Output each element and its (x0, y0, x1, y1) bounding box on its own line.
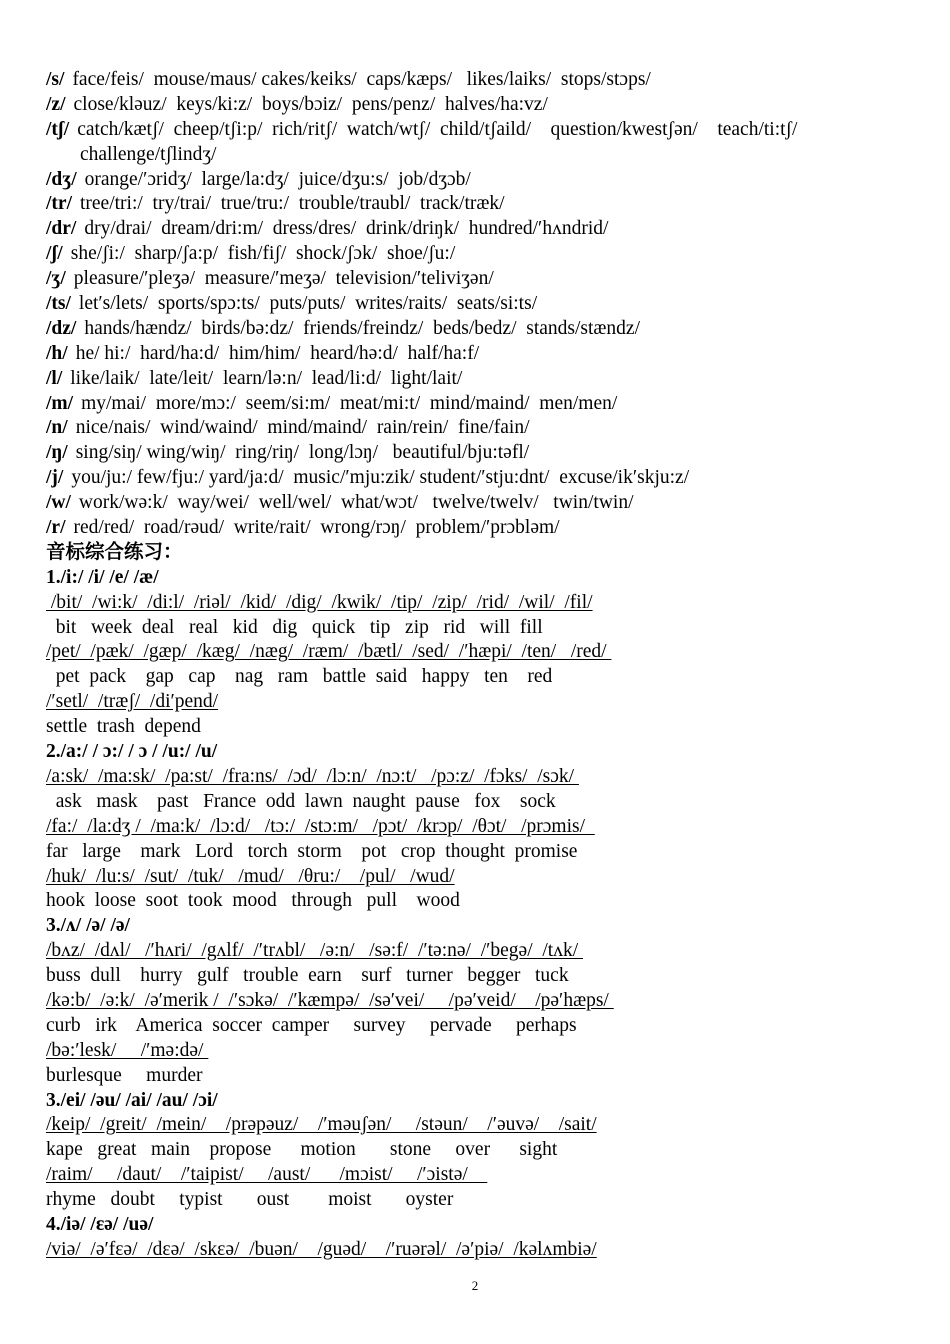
ipa-transcriptions: /bit/ /wi:k/ /di:l/ /riəl/ /kid/ /dig/ /kwik/ /tip/ /zip/ /rid/ /wil/ /fil/ (46, 591, 593, 613)
phoneme-symbol: /ŋ/ (46, 442, 68, 464)
ipa-transcription-row (46, 765, 916, 790)
phoneme-symbol: /dʒ/ (46, 168, 77, 190)
word-row: far large mark Lord torch storm pot crop thought promise (46, 840, 578, 862)
ipa-transcription-row (46, 939, 916, 964)
phoneme-symbol: /z/ (46, 93, 66, 115)
ipa-transcriptions: /keip/ /greit/ /mein/ /prəpəuz/ /′məuʃən/ /stəun/ /′əuvə/ /sait/ (46, 1114, 597, 1136)
example-words: face/feis/ mouse/maus/ cakes/keiks/ caps/kæps/ likes/laiks/ stops/stɔps/ (72, 69, 651, 90)
ipa-transcriptions: /raim/ /daut/ /′taipist/ /aust/ /mɔist/ /′ɔistə/ (46, 1164, 488, 1186)
phonetic-line (46, 392, 916, 417)
example-words: let′s/lets/ sports/spɔ:ts/ puts/puts/ writes/raits/ seats/si:ts/ (78, 293, 538, 315)
ipa-transcription-row (46, 1113, 916, 1138)
ipa-transcriptions: /pet/ /pæk/ /gæp/ /kæg/ /næg/ /ræm/ /bætl/ /sed/ /′hæpi/ /ten/ /red/ (46, 641, 612, 663)
phoneme-symbol: /tʃ/ (46, 118, 70, 140)
phonetic-line (46, 292, 916, 317)
ipa-transcription-row (46, 815, 916, 840)
phoneme-symbol: /s/ (46, 69, 65, 90)
word-row: pet pack gap cap nag ram battle said happy ten red (46, 666, 553, 688)
example-words: catch/kætʃ/ cheep/tʃi:p/ rich/ritʃ/ watch/wtʃ/ child/tʃaild/ question/kwestʃən/ teach/ti:tʃ/ (77, 118, 798, 140)
ipa-transcription-row (46, 690, 916, 715)
ipa-transcription-row (46, 591, 916, 616)
phonetic-line (46, 491, 916, 516)
phoneme-symbol: /ʒ/ (46, 268, 66, 290)
example-words: dry/drai/ dream/dri:m/ dress/dres/ drink/driŋk/ hundred/′hʌndrid/ (84, 218, 609, 240)
example-words: my/mai/ more/mɔ:/ seem/si:m/ meat/mi:t/ mind/maind/ men/men/ (81, 392, 618, 414)
example-words: like/laik/ late/leit/ learn/lə:n/ lead/li:d/ light/lait/ (70, 367, 463, 389)
exercise-group-header: 4./iə/ /ɛə/ /uə/ (46, 1213, 154, 1235)
exercise-group-header: 3./ei/ /əu/ /ai/ /au/ /ɔi/ (46, 1089, 218, 1111)
page-number: 2 (471, 1278, 479, 1293)
word-row: buss dull hurry gulf trouble earn surf turner begger tuck (46, 965, 569, 987)
phonetic-line (46, 118, 916, 143)
word-row: kape great main propose motion stone over sight (46, 1139, 558, 1161)
phonetic-line (46, 342, 916, 367)
phoneme-symbol: /tr/ (46, 193, 72, 215)
ipa-transcriptions: /bə:′lesk/ /′mə:də/ (46, 1039, 209, 1061)
ipa-transcription-row (46, 989, 916, 1014)
exercise-group-header: 2./a:/ / ɔ:/ / ɔ / /u:/ /u/ (46, 741, 218, 763)
ipa-transcriptions: /′setl/ /træʃ/ /di′pend/ (46, 691, 219, 713)
ipa-transcriptions: /fa:/ /la:dʒ / /ma:k/ /lɔ:d/ /tɔ:/ /stɔ:m/ /pɔt/ /krɔp/ /θɔt/ /prɔmis/ (46, 815, 595, 837)
ipa-transcriptions: /viə/ /ə′fɛə/ /dɛə/ /skɛə/ /buən/ /guəd/ /′ruərəl/ /ə′piə/ /kəlʌmbiə/ (46, 1238, 597, 1260)
word-row: hook loose soot took mood through pull wood (46, 890, 460, 912)
example-words: challenge/tʃlindʒ/ (80, 143, 217, 165)
example-words: work/wə:k/ way/wei/ well/wel/ what/wɔt/ twelve/twelv/ twin/twin/ (78, 492, 634, 514)
phonetic-line (46, 192, 916, 217)
ipa-transcription-row (46, 1163, 916, 1188)
example-words: red/red/ road/rəud/ write/rait/ wrong/rɔŋ/ problem/′prɔbləm/ (73, 517, 560, 539)
exercise-title: 音标综合练习： (46, 541, 183, 563)
example-words: close/kləuz/ keys/ki:z/ boys/bɔiz/ pens/penz/ halves/ha:vz/ (73, 93, 548, 115)
phonetic-line (46, 242, 916, 267)
phoneme-symbol: /n/ (46, 417, 68, 439)
example-words: he/ hi:/ hard/ha:d/ him/him/ heard/hə:d/ half/ha:f/ (75, 342, 480, 364)
phoneme-symbol: /dz/ (46, 317, 77, 339)
ipa-transcriptions: /bʌz/ /dʌl/ /′hʌri/ /gʌlf/ /′trʌbl/ /ə:n/ /sə:f/ /′tə:nə/ /′begə/ /tʌk/ (46, 940, 583, 962)
phoneme-symbol: /w/ (46, 492, 71, 514)
example-words: hands/hændz/ birds/bə:dz/ friends/freindz/ beds/bedz/ stands/stændz/ (84, 317, 640, 339)
phonetic-line (46, 93, 916, 118)
exercise-group-header: 1./i:/ /i/ /e/ /æ/ (46, 566, 159, 588)
ipa-transcriptions: /a:sk/ /ma:sk/ /pa:st/ /fra:ns/ /ɔd/ /lɔ:n/ /nɔ:t/ /pɔ:z/ /fɔks/ /sɔk/ (46, 765, 579, 787)
example-words: she/ʃi:/ sharp/ʃa:p/ fish/fiʃ/ shock/ʃɔk/ shoe/ʃu:/ (70, 243, 456, 265)
phoneme-symbol: /ts/ (46, 293, 71, 315)
phonetic-line (46, 267, 916, 292)
exercise-group-header: 3./ʌ/ /ə/ /ə/ (46, 915, 130, 937)
phonetic-line (46, 217, 916, 242)
ipa-transcription-row (46, 640, 916, 665)
ipa-transcription-row (46, 1238, 916, 1263)
document-body (46, 68, 916, 1263)
phonetic-line (46, 168, 916, 193)
phoneme-symbol: /r/ (46, 517, 66, 539)
phonetic-line (46, 516, 916, 541)
phonetic-lines (46, 68, 916, 541)
word-row: settle trash depend (46, 716, 201, 738)
phoneme-symbol: /m/ (46, 392, 74, 414)
ipa-transcriptions: /kə:b/ /ə:k/ /ə′merik / /′sɔkə/ /′kæmpə/ /sə′vei/ /pə′veid/ /pə′hæps/ (46, 989, 614, 1011)
phonetic-line (46, 68, 916, 93)
example-words: nice/nais/ wind/waind/ mind/maind/ rain/rein/ fine/fain/ (75, 417, 530, 439)
phonetic-line (46, 441, 916, 466)
ipa-transcription-row (46, 1039, 916, 1064)
word-row: bit week deal real kid dig quick tip zip rid will fill (46, 616, 543, 638)
phonetic-line (46, 317, 916, 342)
ipa-transcriptions: /huk/ /lu:s/ /sut/ /tuk/ /mud/ /θru:/ /pul/ /wud/ (46, 865, 455, 887)
word-row: rhyme doubt typist oust moist oyster (46, 1189, 454, 1211)
example-words: tree/tri:/ try/trai/ true/tru:/ trouble/traubl/ track/træk/ (79, 193, 505, 215)
example-words: pleasure/′pleʒə/ measure/′meʒə/ television/′teliviʒən/ (73, 268, 494, 290)
word-row: curb irk America soccer camper survey pervade perhaps (46, 1014, 577, 1036)
example-words: you/ju:/ few/fju:/ yard/ja:d/ music/′mju:zik/ student/′stju:dnt/ excuse/ik′skju:z/ (71, 467, 690, 489)
phoneme-symbol: /h/ (46, 342, 68, 364)
word-row: burlesque murder (46, 1064, 203, 1086)
exercise-groups (46, 566, 916, 1263)
example-words: orange/′ɔridʒ/ large/la:dʒ/ juice/dʒu:s/ job/dʒɔb/ (84, 168, 471, 190)
phonetic-line (46, 367, 916, 392)
word-row: ask mask past France odd lawn naught pause fox sock (46, 790, 556, 812)
phoneme-symbol: /ʃ/ (46, 243, 63, 265)
phoneme-symbol: /j/ (46, 467, 64, 489)
phoneme-symbol: /dr/ (46, 218, 77, 240)
phonetic-line (46, 466, 916, 491)
phoneme-symbol: /l/ (46, 367, 63, 389)
phonetic-line (46, 416, 916, 441)
example-words: sing/siŋ/ wing/wiŋ/ ring/riŋ/ long/lɔŋ/ beautiful/bju:təfl/ (75, 442, 530, 464)
phonetic-line (46, 143, 916, 168)
ipa-transcription-row (46, 865, 916, 890)
